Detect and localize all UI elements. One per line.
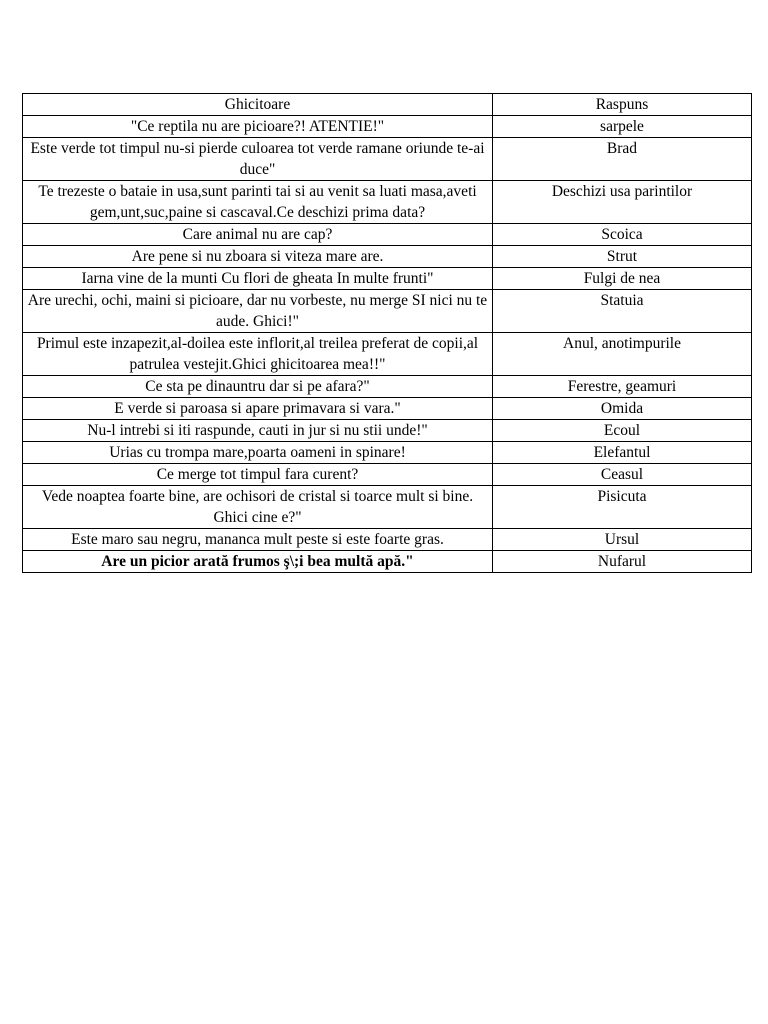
table-row [23,529,752,551]
table-row [23,224,752,246]
header-question: Ghicitoare [23,94,493,116]
riddle-answer-cell: Anul, anotimpurile [493,333,752,376]
riddle-answer-cell: Ursul [493,529,752,551]
table-row [23,486,752,529]
riddle-question-cell: Primul este inzapezit,al-doilea este inflorit,al treilea preferat de copii,al patrulea vestejit.Ghici ghicitoarea mea!!" [23,333,493,376]
riddle-answer-cell: Brad [493,138,752,181]
riddle-question-cell: Te trezeste o bataie in usa,sunt parinti tai si au venit sa luati masa,aveti gem,unt,suc,paine si cascaval.Ce deschizi prima data? [23,181,493,224]
riddle-answer-cell: Strut [493,246,752,268]
riddle-answer-cell: sarpele [493,116,752,138]
riddle-question-cell: Are un picior arată frumos ş\;i bea multă apă." [23,551,493,573]
riddle-question-cell: Are urechi, ochi, maini si picioare, dar nu vorbeste, nu merge SI nici nu te aude. Ghici!" [23,290,493,333]
riddle-question-cell: Ce merge tot timpul fara curent? [23,464,493,486]
riddle-answer-cell: Elefantul [493,442,752,464]
table-header-row [23,94,752,116]
table-row [23,138,752,181]
riddle-answer-cell: Fulgi de nea [493,268,752,290]
riddle-answer-cell: Omida [493,398,752,420]
riddle-question-cell: "Ce reptila nu are picioare?! ATENTIE!" [23,116,493,138]
riddle-question-cell: Care animal nu are cap? [23,224,493,246]
table-row [23,442,752,464]
riddle-answer-cell: Pisicuta [493,486,752,529]
riddle-question-cell: E verde si paroasa si apare primavara si vara." [23,398,493,420]
table-row [23,376,752,398]
table-row [23,246,752,268]
table-row [23,398,752,420]
riddle-answer-cell: Nufarul [493,551,752,573]
riddle-question-cell: Urias cu trompa mare,poarta oameni in spinare! [23,442,493,464]
riddle-question-cell: Iarna vine de la munti Cu flori de gheata In multe frunti" [23,268,493,290]
riddle-answer-cell: Deschizi usa parintilor [493,181,752,224]
riddle-answer-cell: Ferestre, geamuri [493,376,752,398]
table-row [23,551,752,573]
table-row [23,290,752,333]
riddle-question-cell: Nu-l intrebi si iti raspunde, cauti in jur si nu stii unde!" [23,420,493,442]
riddle-question-cell: Vede noaptea foarte bine, are ochisori de cristal si toarce mult si bine. Ghici cine e?" [23,486,493,529]
riddle-question-cell: Are pene si nu zboara si viteza mare are. [23,246,493,268]
table-row [23,268,752,290]
table-row [23,116,752,138]
table-row [23,464,752,486]
riddle-answer-cell: Scoica [493,224,752,246]
table-row [23,333,752,376]
riddle-answer-cell: Statuia [493,290,752,333]
riddle-answer-cell: Ceasul [493,464,752,486]
riddle-question-cell: Este verde tot timpul nu-si pierde culoarea tot verde ramane oriunde te-ai duce" [23,138,493,181]
header-answer: Raspuns [493,94,752,116]
riddle-question-cell: Ce sta pe dinauntru dar si pe afara?" [23,376,493,398]
riddle-answer-cell: Ecoul [493,420,752,442]
riddles-table [22,93,752,573]
table-row [23,420,752,442]
table-row [23,181,752,224]
document-page [22,93,751,573]
riddle-question-cell: Este maro sau negru, mananca mult peste si este foarte gras. [23,529,493,551]
table-body [23,116,752,573]
